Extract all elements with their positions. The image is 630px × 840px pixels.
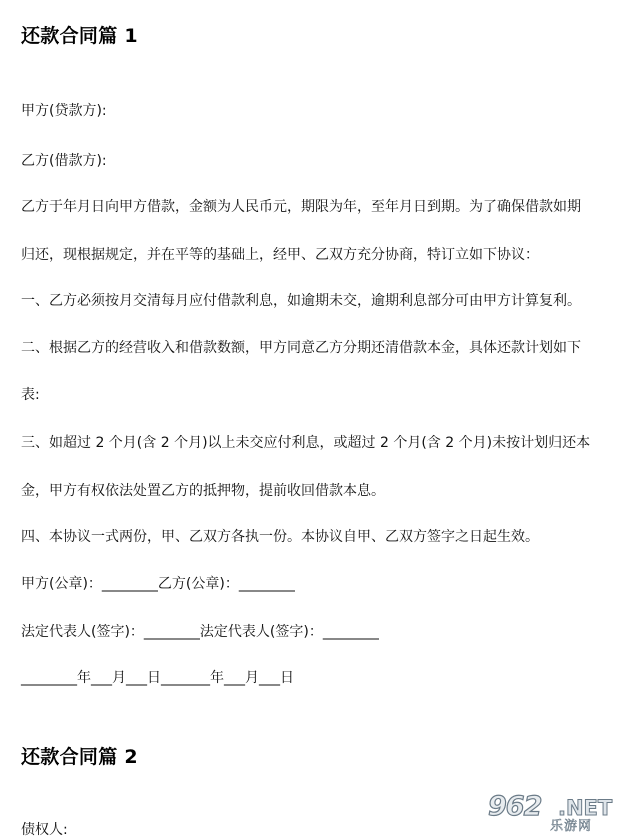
party-a-lender-line: 甲方(贷款方): [21, 103, 107, 119]
clause-4-line: 四、本协议一式两份，甲、乙双方各执一份。本协议自甲、乙双方签字之日起生效。 [21, 529, 539, 545]
legal-rep-signature-line: 法定代表人(签字)：________法定代表人(签字)：________ [21, 624, 379, 640]
creditor-line: 债权人: [21, 822, 68, 838]
loan-terms-line-2: 归还，现根据规定，并在平等的基础上，经甲、乙双方充分协商，特订立如下协议： [21, 247, 539, 263]
watermark-suffix: .NET [558, 796, 613, 820]
watermark-number: 962 [488, 791, 542, 822]
clause-2-line-1: 二、根据乙方的经营收入和借款数额，甲方同意乙方分期还清借款本金，具体还款计划如下 [21, 340, 581, 356]
seal-signature-line: 甲方(公章)：________乙方(公章)：________ [21, 576, 295, 592]
clause-3-line-1: 三、如超过 2 个月(含 2 个月)以上未交应付利息，或超过 2 个月(含 2 个月)未按计划归还本 [21, 435, 591, 451]
clause-2-line-2: 表: [21, 387, 40, 403]
section-2-title: 还款合同篇 2 [21, 746, 138, 768]
party-b-borrower-line: 乙方(借款方): [21, 153, 107, 169]
clause-3-line-2: 金，甲方有权依法处置乙方的抵押物，提前收回借款本息。 [21, 483, 385, 499]
watermark-subtitle: 乐游网 [550, 819, 593, 834]
site-watermark-logo [488, 792, 624, 836]
loan-terms-line-1: 乙方于年月日向甲方借款，金额为人民币元，期限为年，至年月日到期。为了确保借款如期 [21, 199, 581, 215]
section-1-title: 还款合同篇 1 [21, 25, 138, 47]
clause-1-line: 一、乙方必须按月交清每月应付借款利息，如逾期未交，逾期利息部分可由甲方计算复利。 [21, 293, 581, 309]
date-line: ________年___月___日_______年___月___日 [21, 670, 294, 686]
